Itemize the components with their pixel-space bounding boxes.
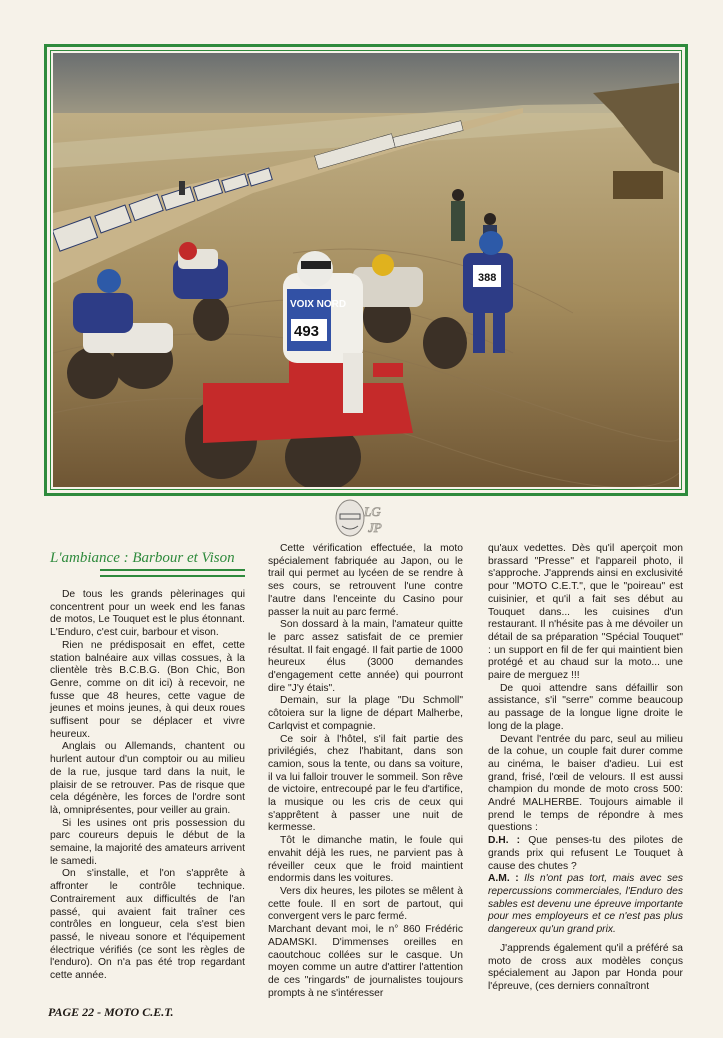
interview-question (488, 835, 683, 873)
paragraph: J'apprends également qu'il a préféré sa moto de cross aux modèles conçus spécialement au Japon par Honda pour l'épreuve, (ces derniers connaîtront (488, 942, 683, 992)
paragraph: Anglais ou Allemands, chantent ou hurlent autour d'un comptoir ou au milieu de la rue, jusque tard dans la nuit, le plaisir de se retrouver. Pas de risque que cela dégénère, les forces de l'ordre sont là, omniprésentes, pour veiller au grain. (50, 741, 245, 816)
heading-rule-line (100, 569, 245, 577)
author-portrait-logo-icon (330, 496, 396, 542)
race-photo (53, 53, 679, 487)
question-label: D.H. : (488, 835, 521, 847)
paragraph: Rien ne prédisposait en effet, cette station balnéaire aux villas cossues, à la clientèle très B.C.B.G. (Bon Chic, Bon Genre, comme on dit ici) à recevoir, ne fusse que 48 heures, cette vague de jeunes et moins jeunes, à qui deux roues suffisent pour se déplacer et vivre heureux. (50, 639, 245, 740)
article-column-2 (268, 543, 463, 1000)
rider-bib-493: 493 (294, 323, 320, 340)
paragraph: qu'aux vedettes. Dès qu'il aperçoit mon brassard "Presse" et l'appareil photo, il s'approche. J'apprends ainsi en exclusivité pour "MOTO C.E.T.", que le "poireau" est cuisinier, et qu'il a fait ses début au Touquet dans... les cuisines d'un restaurant. Il n'hésite pas à me dévoiler un détail de sa préparation "Spécial Touquet" : un support en fil de fer qui maintient bien protégé et au chaud sur la moto... une paire de merguez !!! (488, 543, 683, 682)
answer-label: A.M. : (488, 873, 519, 885)
paragraph: Ce soir à l'hôtel, s'il fait partie des privilégiés, chez l'habitant, dans son camion, sous la tente, ou dans sa voiture, il va lui falloir trouver le sommeil. Son rêve de victoire, entrecoupé par le feu d'artifice, la musique ou les cris de ceux qui s'apprêtent à passer une nuit de kermesse. (268, 733, 463, 834)
motocross-beach-race-photo (53, 53, 679, 487)
question-text: Que penses-tu des pilotes de grands prix qui refusent Le Touquet à cause des chutes ? (488, 835, 683, 872)
paragraph: Cette vérification effectuée, la moto spécialement fabriquée au Japon, ou le trail qui permet au lycéen de se rendre à ses cours, se retrouvent l'une contre l'autre dans l'enceinte du Casino pour passer la nuit au parc fermé. (268, 543, 463, 618)
paragraph: Vers dix heures, les pilotes se mêlent à cette foule. Il en sort de partout, qui convergent vers le parc fermé. (268, 885, 463, 923)
paragraph: Son dossard à la main, l'amateur quitte le parc assez satisfait de ce premier résultat. Il fait engagé. Il fait partie de 1000 heureux élus (3000 demandes d'engagement cette année) qui pourront dire "J'y étais". (268, 619, 463, 694)
svg-text:JP: JP (368, 520, 382, 535)
paragraph: De tous les grands pèlerinages qui concentrent pour un week end les fanas de motos, Le Touquet est le plus étonnant. L'Enduro, c'est cuir, barbour et vison. (50, 589, 245, 639)
svg-text:LG: LG (364, 504, 381, 519)
rider-bib-388: 388 (478, 272, 497, 284)
paragraph: De quoi attendre sans défaillir son assistance, s'il "serre" comme beaucoup au passage de la longue ligne droite le long de la plage. (488, 682, 683, 732)
paragraph: Devant l'entrée du parc, seul au milieu de la cohue, un couple fait durer comme au cinéma, le baiser d'adieu. Lui est grand, frisé, l'œil de velours. Il est aussi champion du monde de moto cross 500: André MALHERBE. Toujours aimable il prend le temps de répondre à mes questions : (488, 733, 683, 834)
section-heading-text: L'ambiance : Barbour et Vison (50, 550, 235, 566)
photo-frame (44, 44, 688, 496)
paragraph: Demain, sur la plage "Du Schmoll" côtoiera sur la ligne de départ Malherbe, Carlqvist et compagnie. (268, 695, 463, 732)
section-heading (50, 550, 245, 571)
paragraph: Si les usines ont pris possession du parc coureurs depuis le début de la semaine, la majorité des amateurs arrivent le samedi. (50, 817, 245, 867)
answer-text: Ils n'ont pas tort, mais avec ses repercussions commerciales, l'Enduro des sables est devenu une épreuve importante pour mes employeurs et ce n'est pas plus dangereux qu'un grand prix. (488, 873, 683, 936)
article-column-1 (50, 550, 245, 983)
paragraph: Tôt le dimanche matin, le foule qui envahit déjà les rues, ne parvient pas à réveiller ceux que le froid maintient endormis dans les voitures. (268, 835, 463, 885)
section-heading-rule (50, 569, 245, 577)
page-footer: PAGE 22 - MOTO C.E.T. (48, 1005, 174, 1019)
rider-bib-voix-du-nord: VOIX NORD (290, 299, 347, 310)
paragraph: On s'installe, et l'on s'apprête à affronter le contrôle technique. Contrairement aux difficultés de l'an passé, qui avaient fait traîner ces contrôles en longueur, cela s'est bien passé, le niveau sonore et l'équipement électrique vérifiés (ce sont les règles de l'enduro). On n'a pas été trop regardant cette année. (50, 868, 245, 982)
publication-logo (330, 496, 396, 542)
paragraph: Marchant devant moi, le n° 860 Frédéric ADAMSKI. D'immenses oreilles en caoutchouc collées sur le casque. Un moyen comme un autre d'attirer l'attention de ces "ringards" de journalistes toujours prompts à ne s'intéresser (268, 924, 463, 999)
article-column-3 (488, 543, 683, 994)
interview-answer (488, 873, 683, 937)
